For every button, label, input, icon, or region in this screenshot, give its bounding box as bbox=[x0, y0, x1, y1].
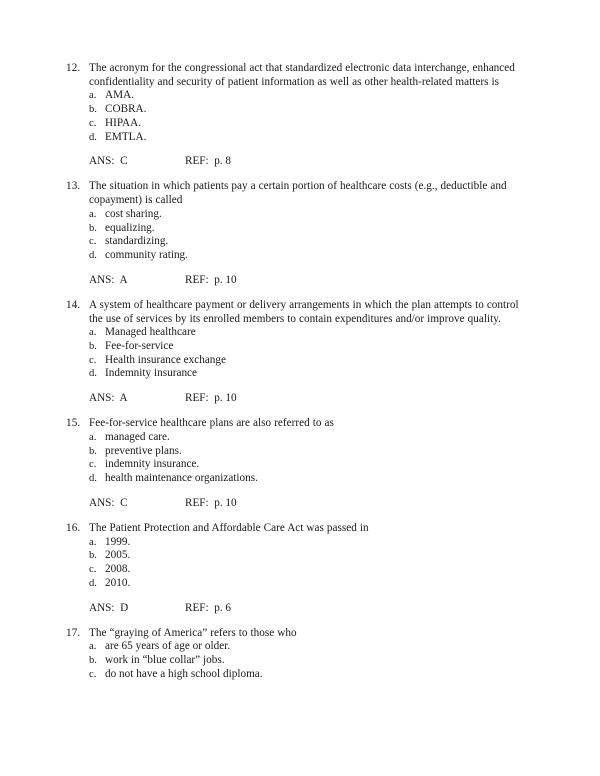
option-text: managed care. bbox=[105, 430, 170, 443]
question-block bbox=[66, 417, 520, 510]
reference-value: REF: p. 10 bbox=[185, 392, 237, 405]
option-letter: d. bbox=[89, 577, 97, 589]
question-block bbox=[66, 62, 520, 169]
question-block bbox=[66, 180, 520, 287]
option-item[interactable] bbox=[89, 117, 520, 131]
option-letter: a. bbox=[89, 641, 97, 653]
option-item[interactable] bbox=[89, 577, 520, 591]
option-item[interactable] bbox=[89, 445, 520, 459]
option-item[interactable] bbox=[89, 235, 520, 249]
option-list bbox=[66, 208, 520, 263]
option-text: do not have a high school diploma. bbox=[105, 667, 263, 680]
option-list bbox=[66, 431, 520, 486]
answer-value: ANS: D bbox=[89, 601, 129, 614]
reference-value: REF: p. 6 bbox=[185, 601, 232, 614]
answer-value: ANS: C bbox=[89, 496, 128, 509]
option-letter: a. bbox=[89, 536, 97, 548]
option-item[interactable] bbox=[89, 472, 520, 486]
option-letter: b. bbox=[89, 445, 97, 457]
option-item[interactable] bbox=[89, 536, 520, 550]
question-stem: Fee-for-service healthcare plans are also referred to as bbox=[89, 417, 334, 430]
option-item[interactable] bbox=[89, 367, 520, 381]
option-item[interactable] bbox=[89, 208, 520, 222]
option-letter: a. bbox=[89, 327, 97, 339]
question-number: 17. bbox=[66, 626, 81, 639]
option-letter: a. bbox=[89, 208, 97, 220]
option-text: community rating. bbox=[105, 248, 188, 261]
option-text: 1999. bbox=[105, 535, 131, 548]
option-letter: b. bbox=[89, 340, 97, 352]
answer-reference-row bbox=[89, 497, 520, 511]
option-text: equalizing. bbox=[105, 221, 155, 234]
question-stem: A system of healthcare payment or delivery arrangements in which the plan attempts to control the use of services by its enrolled members to contain expenditures and/or improve quality. bbox=[89, 298, 519, 325]
option-text: Health insurance exchange bbox=[105, 353, 227, 366]
option-text: 2008. bbox=[105, 563, 131, 576]
option-text: preventive plans. bbox=[105, 444, 182, 457]
option-text: Indemnity insurance bbox=[105, 367, 198, 380]
option-list bbox=[66, 536, 520, 591]
option-list bbox=[66, 640, 520, 681]
option-letter: c. bbox=[89, 117, 97, 129]
option-item[interactable] bbox=[89, 222, 520, 236]
answer-reference-row bbox=[89, 392, 520, 406]
option-item[interactable] bbox=[89, 668, 520, 682]
question-number: 15. bbox=[66, 417, 81, 430]
option-text: AMA. bbox=[105, 89, 134, 102]
option-item[interactable] bbox=[89, 131, 520, 145]
option-list bbox=[66, 89, 520, 144]
question-stem-row bbox=[66, 299, 520, 326]
question-stem: The acronym for the congressional act that standardized electronic data interchange, enhanced confidentiality and security of patient information as well as other health-related matters is bbox=[89, 62, 515, 88]
question-stem: The “graying of America” refers to those who bbox=[89, 626, 297, 639]
option-letter: b. bbox=[89, 222, 97, 234]
question-stem-row bbox=[66, 627, 520, 641]
option-item[interactable] bbox=[89, 563, 520, 577]
option-letter: c. bbox=[89, 354, 97, 366]
option-text: work in “blue collar” jobs. bbox=[105, 654, 225, 667]
option-item[interactable] bbox=[89, 340, 520, 354]
question-block bbox=[66, 627, 520, 682]
question-stem-row bbox=[66, 417, 520, 431]
option-item[interactable] bbox=[89, 549, 520, 563]
option-letter: d. bbox=[89, 368, 97, 380]
option-letter: b. bbox=[89, 655, 97, 667]
question-stem: The situation in which patients pay a certain portion of healthcare costs (e.g., deductible and copayment) is called bbox=[89, 180, 507, 207]
option-text: indemnity insurance. bbox=[105, 458, 200, 471]
answer-reference-row bbox=[89, 602, 520, 616]
option-item[interactable] bbox=[89, 431, 520, 445]
option-letter: a. bbox=[89, 431, 97, 443]
option-item[interactable] bbox=[89, 640, 520, 654]
option-letter: b. bbox=[89, 104, 97, 116]
question-number: 12. bbox=[66, 62, 81, 74]
option-letter: c. bbox=[89, 236, 97, 248]
reference-value: REF: p. 10 bbox=[185, 496, 237, 509]
option-item[interactable] bbox=[89, 249, 520, 263]
reference-value: REF: p. 10 bbox=[185, 273, 237, 286]
option-item[interactable] bbox=[89, 654, 520, 668]
reference-value: REF: p. 8 bbox=[185, 155, 232, 168]
question-stem: The Patient Protection and Affordable Care Act was passed in bbox=[89, 521, 369, 534]
answer-value: ANS: C bbox=[89, 155, 128, 168]
option-text: health maintenance organizations. bbox=[105, 472, 258, 485]
option-text: HIPAA. bbox=[105, 116, 142, 129]
option-list bbox=[66, 326, 520, 381]
question-stem-row bbox=[66, 180, 520, 207]
option-item[interactable] bbox=[89, 458, 520, 472]
question-block bbox=[66, 299, 520, 406]
option-item[interactable] bbox=[89, 103, 520, 117]
option-text: COBRA. bbox=[105, 103, 147, 116]
answer-reference-row bbox=[89, 274, 520, 288]
question-number: 13. bbox=[66, 180, 81, 193]
option-text: are 65 years of age or older. bbox=[105, 640, 231, 653]
question-stem-row bbox=[66, 62, 520, 89]
option-letter: c. bbox=[89, 564, 97, 576]
question-list bbox=[66, 62, 520, 682]
question-stem-row bbox=[66, 522, 520, 536]
option-item[interactable] bbox=[89, 354, 520, 368]
option-text: 2005. bbox=[105, 549, 131, 562]
answer-value: ANS: A bbox=[89, 273, 128, 286]
option-text: EMTLA. bbox=[105, 130, 147, 143]
option-text: 2010. bbox=[105, 576, 131, 589]
option-text: cost sharing. bbox=[105, 207, 162, 220]
option-item[interactable] bbox=[89, 326, 520, 340]
option-text: Managed healthcare bbox=[105, 326, 196, 339]
option-letter: d. bbox=[89, 473, 97, 485]
answer-reference-row bbox=[89, 155, 520, 169]
option-item[interactable] bbox=[89, 89, 520, 103]
option-letter: c. bbox=[89, 459, 97, 471]
option-letter: a. bbox=[89, 90, 97, 102]
option-text: standardizing. bbox=[105, 235, 169, 248]
answer-value: ANS: A bbox=[89, 392, 128, 405]
question-block bbox=[66, 522, 520, 615]
option-text: Fee-for-service bbox=[105, 339, 174, 352]
option-letter: b. bbox=[89, 550, 97, 562]
question-number: 14. bbox=[66, 298, 81, 311]
option-letter: d. bbox=[89, 131, 97, 143]
option-letter: d. bbox=[89, 249, 97, 261]
option-letter: c. bbox=[89, 668, 97, 680]
question-number: 16. bbox=[66, 521, 81, 534]
